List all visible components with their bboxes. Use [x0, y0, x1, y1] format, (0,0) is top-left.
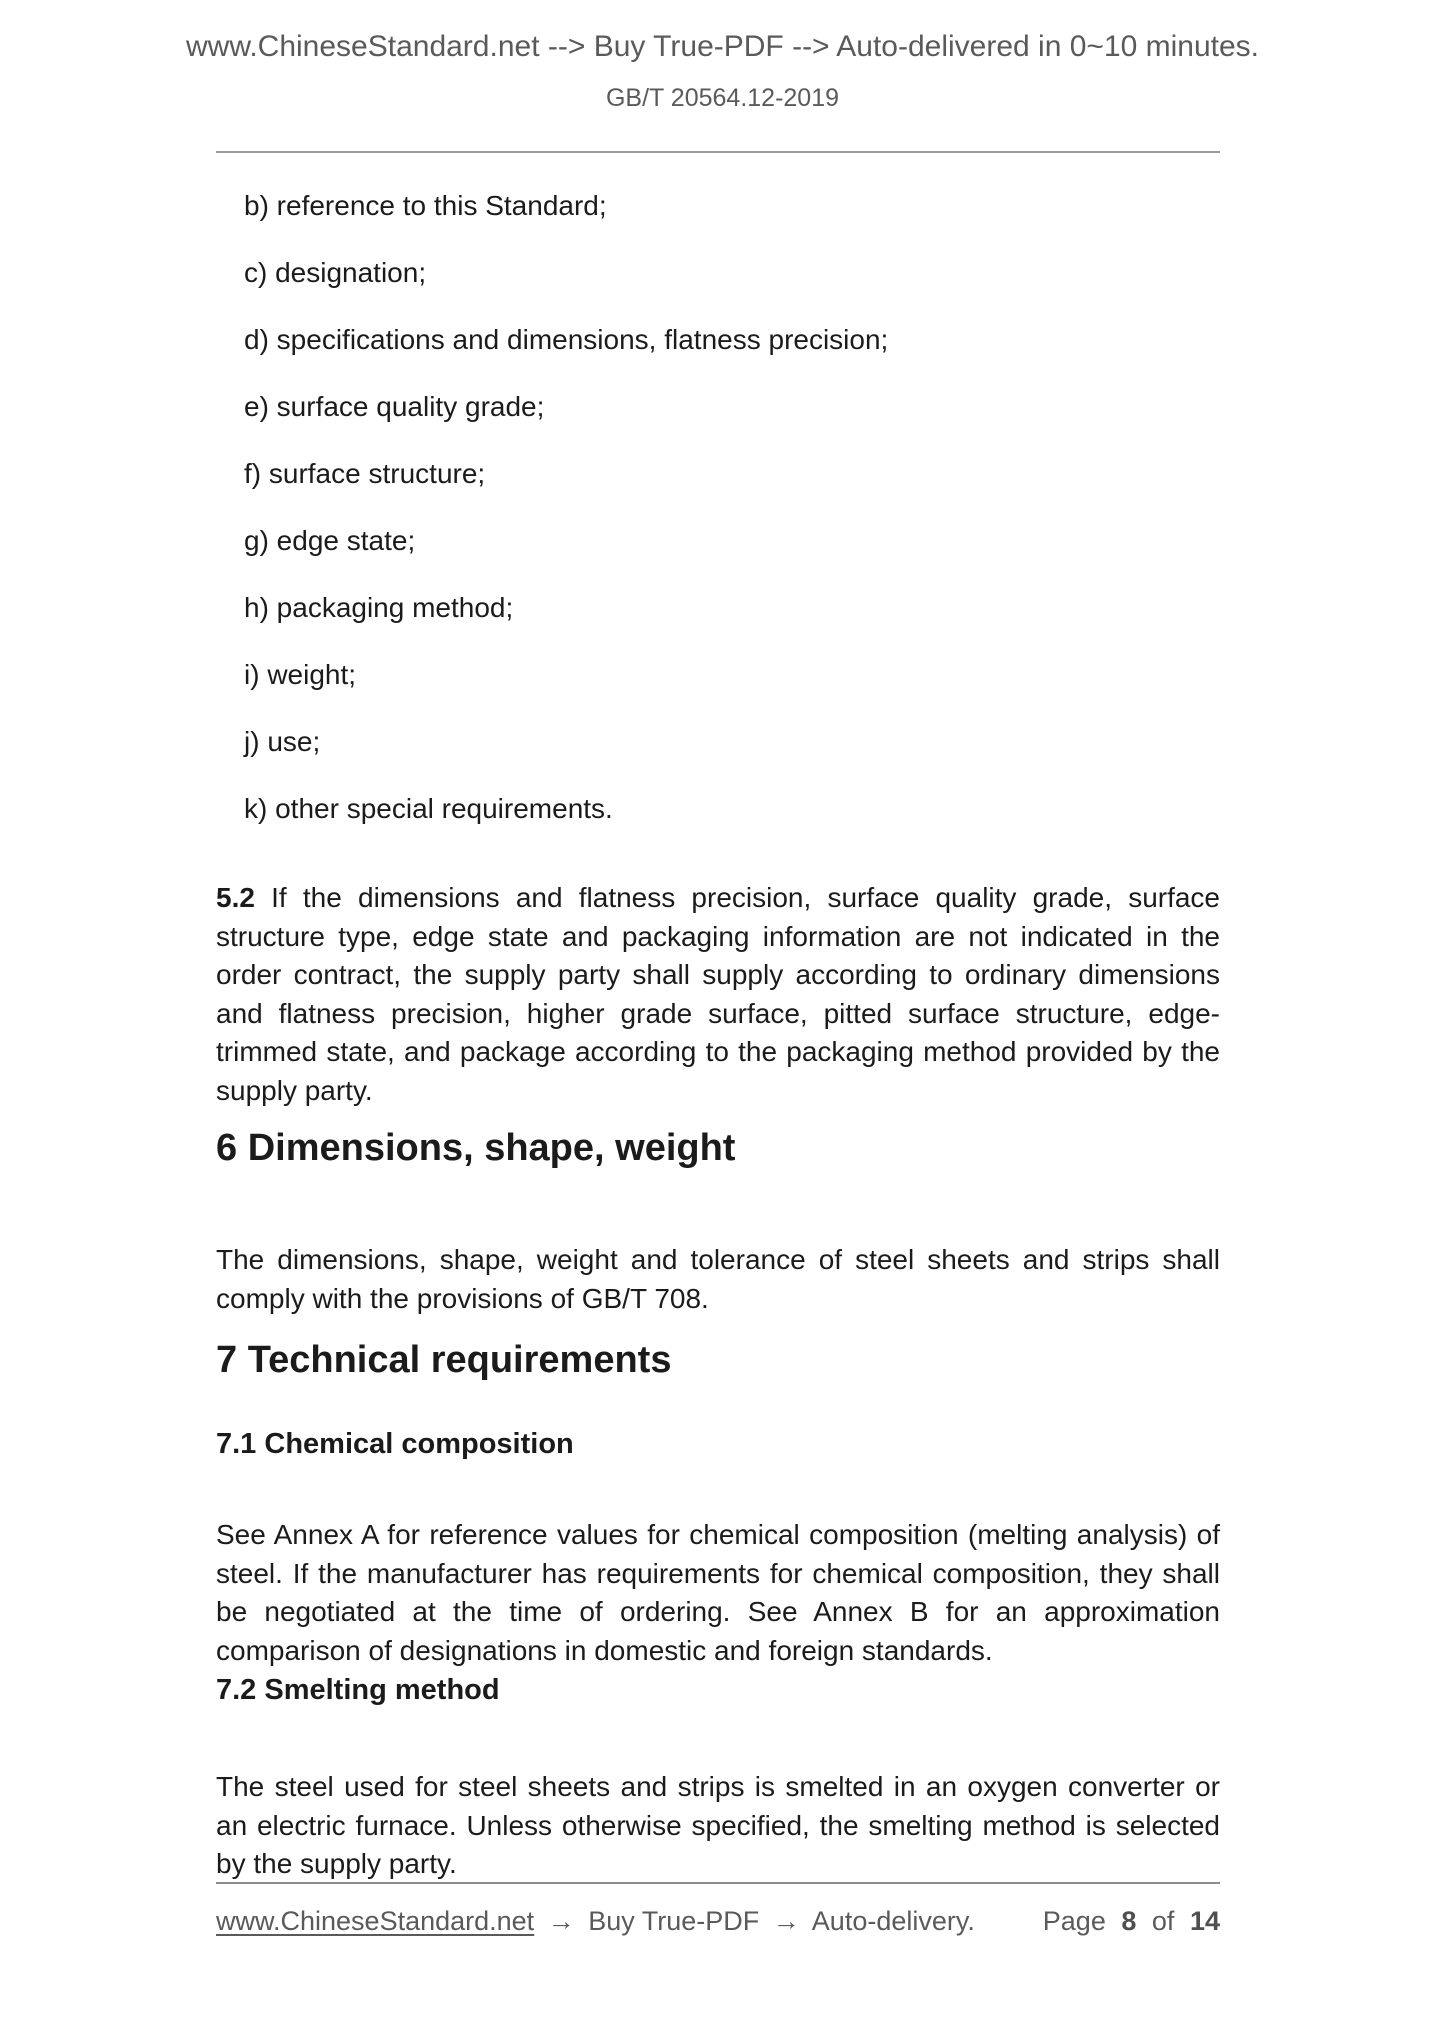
page-current: 8	[1121, 1906, 1137, 1936]
page-indicator	[1043, 1906, 1220, 1936]
list-item: e) surface quality grade;	[244, 391, 545, 422]
list-item: f) surface structure;	[244, 458, 486, 489]
list-item: h) packaging method;	[244, 592, 514, 623]
footer	[216, 1906, 1220, 1936]
clause-number: 5.2	[216, 882, 255, 913]
list-item: j) use;	[244, 726, 321, 757]
clause-5-2-paragraph	[216, 879, 1220, 1110]
ordering-requirements-list	[216, 191, 1220, 861]
section-6-paragraph: The dimensions, shape, weight and tolerance of steel sheets and strips shall comply with the provisions of GB/T 708.	[216, 1244, 1220, 1314]
section-7-1-paragraph: See Annex A for reference values for chemical composition (melting analysis) of steel. If the manufacturer has requirements for chemical composition, they shall be negotiated at the time of ordering. See Annex B for an approximation comparison of designations in domestic and foreign standards.	[216, 1519, 1220, 1666]
list-item: g) edge state;	[244, 525, 416, 556]
footer-site-link[interactable]: www.ChineseStandard.net	[216, 1906, 535, 1936]
right-arrow-icon: →	[547, 1906, 575, 1936]
section-7-2-paragraph: The steel used for steel sheets and strips is smelted in an oxygen converter or an electric furnace. Unless otherwise specified, the smelting method is selected by the supply party.	[216, 1771, 1220, 1879]
section-7-2-heading: 7.2 Smelting method	[216, 1674, 500, 1706]
right-arrow-icon: →	[772, 1906, 800, 1936]
section-7-heading: 7 Technical requirements	[216, 1339, 672, 1381]
of-label: of	[1151, 1906, 1175, 1936]
section-6-heading: 6 Dimensions, shape, weight	[216, 1127, 736, 1169]
list-item: d) specifications and dimensions, flatness precision;	[244, 324, 889, 355]
list-item: k) other special requirements.	[244, 793, 613, 824]
footer-delivery-text: Auto-delivery.	[811, 1906, 975, 1936]
footer-buy-text: Buy True-PDF	[588, 1906, 760, 1936]
document-number: GB/T 20564.12-2019	[605, 84, 840, 112]
section-7-1-heading: 7.1 Chemical composition	[216, 1428, 574, 1460]
footer-delivery-note	[216, 1906, 981, 1936]
page-total: 14	[1189, 1906, 1220, 1936]
list-item: c) designation;	[244, 257, 427, 288]
header-rule	[216, 151, 1220, 153]
footer-rule	[216, 1882, 1220, 1884]
page-label: Page	[1042, 1906, 1106, 1936]
header-slogan: www.ChineseStandard.net --> Buy True-PDF --> Auto-delivered in 0~10 minutes.	[185, 30, 1260, 63]
list-item: b) reference to this Standard;	[244, 190, 607, 221]
list-item: i) weight;	[244, 659, 357, 690]
clause-text: If the dimensions and flatness precision, surface quality grade, surface structure type, edge state and packaging information are not indicated in the order contract, the supply party shall supply according to ordinary dimensions and flatness precision, higher grade surface, pitted surface structure, edge-trimmed state, and package according to the packaging method provided by the supply party.	[216, 882, 1221, 1106]
